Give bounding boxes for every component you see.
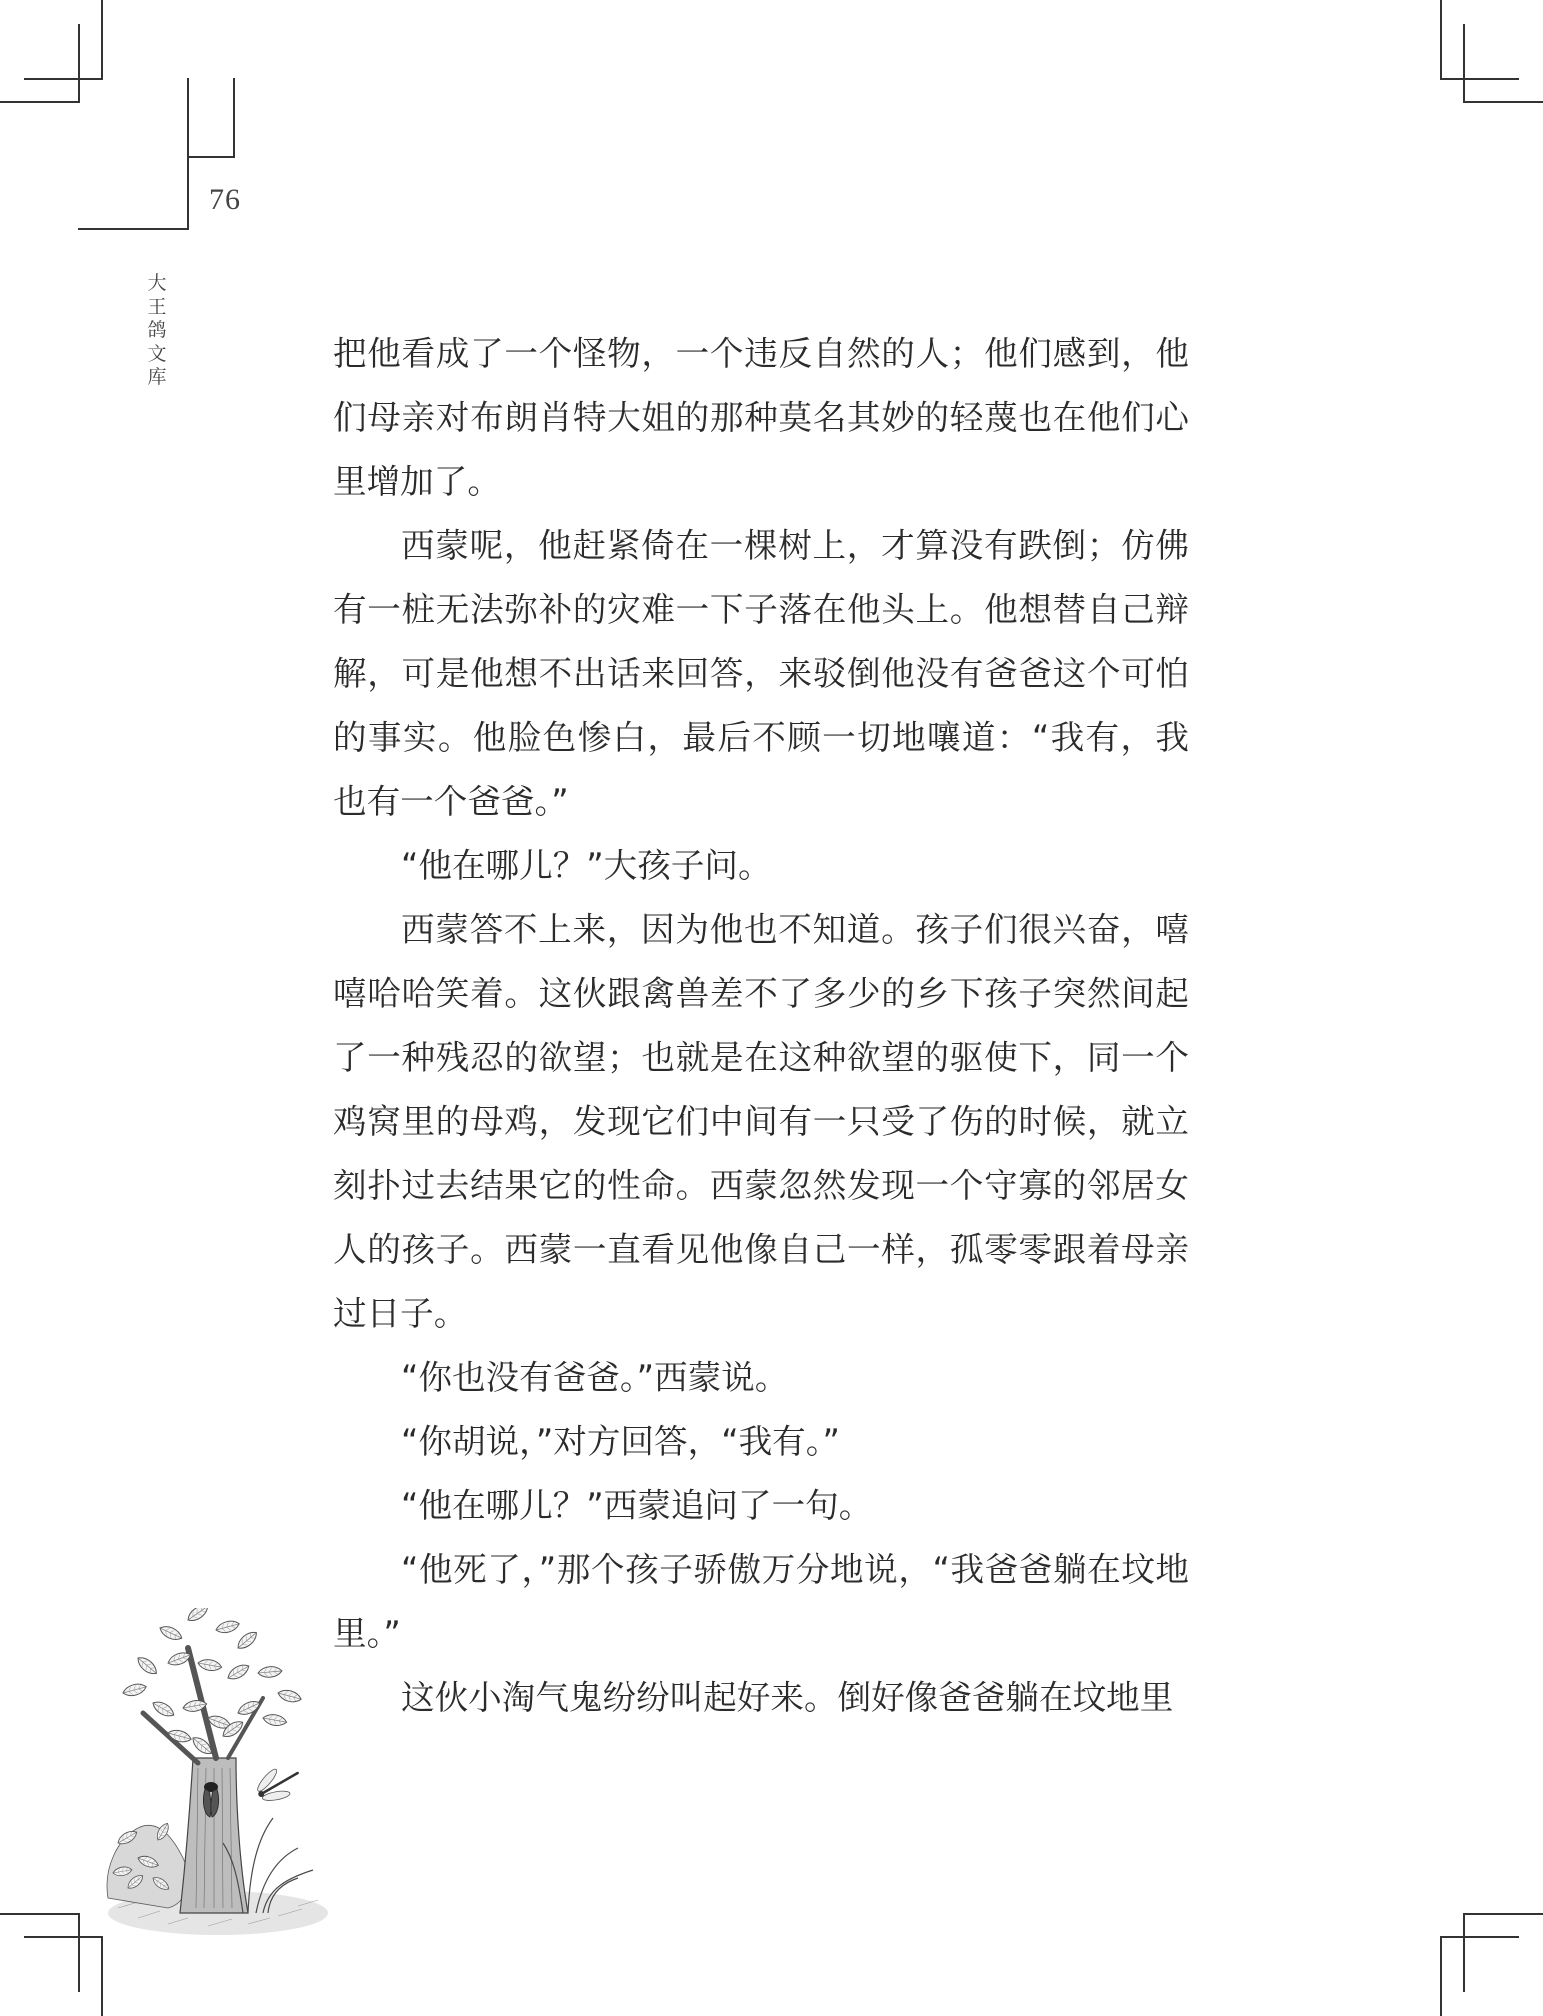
paragraph: “他死了，”那个孩子骄傲万分地说，“我爸爸躺在坟地里。”: [333, 1550, 1189, 1653]
paragraph: 把他看成了一个怪物，一个违反自然的人；他们感到，他们母亲对布朗肖特大姐的那种莫名其妙的轻蔑也在他们心里增加了。: [333, 334, 1189, 501]
crop-line: [1440, 1936, 1442, 2016]
series-title-vertical: [146, 272, 168, 390]
crop-line: [101, 0, 103, 79]
series-title-char: 库: [147, 366, 167, 388]
crop-line: [24, 1936, 103, 1938]
paragraph: 西蒙呢，他赶紧倚在一棵树上，才算没有跌倒；仿佛有一桩无法弥补的灾难一下子落在他头上。他想替自己辩解，可是他想不出话来回答，来驳倒他没有爸爸这个可怕的事实。他脸色惨白，最后不顾一切地嚷道：“我有，我也有一个爸爸。”: [333, 526, 1189, 821]
paragraph: “他在哪儿？”西蒙追问了一句。: [401, 1486, 873, 1525]
crop-line: [0, 1913, 80, 1915]
crop-line: [24, 78, 103, 80]
paragraph: “他在哪儿？”大孩子问。: [401, 846, 772, 885]
crop-line: [1463, 1913, 1465, 1992]
paragraph: 西蒙答不上来，因为他也不知道。孩子们很兴奋，嘻嘻哈哈笑着。这伙跟禽兽差不了多少的乡下孩子突然间起了一种残忍的欲望；也就是在这种欲望的驱使下，同一个鸡窝里的母鸡，发现它们中间有一只受了伤的时候，就立刻扑过去结果它的性命。西蒙忽然发现一个守寡的邻居女人的孩子。西蒙一直看见他像自己一样，孤零零跟着母亲过日子。: [333, 910, 1189, 1333]
cicada: [203, 1782, 218, 1817]
series-title-char: 鸽: [147, 319, 167, 341]
series-title-char: 文: [147, 342, 167, 365]
crop-line: [101, 1936, 103, 2016]
series-title-char: 大: [147, 272, 167, 294]
crop-line: [1440, 1936, 1519, 1938]
bracket-line: [187, 78, 189, 230]
series-title-char: 王: [147, 295, 167, 318]
body-text: [333, 322, 1189, 1730]
paragraph: 这伙小淘气鬼纷纷叫起好来。倒好像爸爸躺在坟地里: [401, 1678, 1174, 1717]
crop-line: [1463, 101, 1543, 103]
paragraph: “你也没有爸爸。”西蒙说。: [401, 1358, 789, 1397]
crop-line: [1463, 1913, 1543, 1915]
crop-line: [78, 1913, 80, 1992]
bracket-line: [78, 228, 189, 230]
crop-line: [1440, 0, 1442, 79]
crop-line: [78, 24, 80, 103]
tree-illustration-icon: [98, 1608, 330, 1938]
paragraph: “你胡说，”对方回答，“我有。”: [401, 1422, 840, 1461]
bracket-line: [233, 78, 235, 158]
page-number: 76: [209, 183, 241, 216]
bracket-line: [187, 156, 235, 158]
crop-line: [0, 101, 80, 103]
crop-line: [1440, 78, 1519, 80]
dragonfly: [250, 1758, 307, 1811]
crop-line: [1463, 24, 1465, 103]
